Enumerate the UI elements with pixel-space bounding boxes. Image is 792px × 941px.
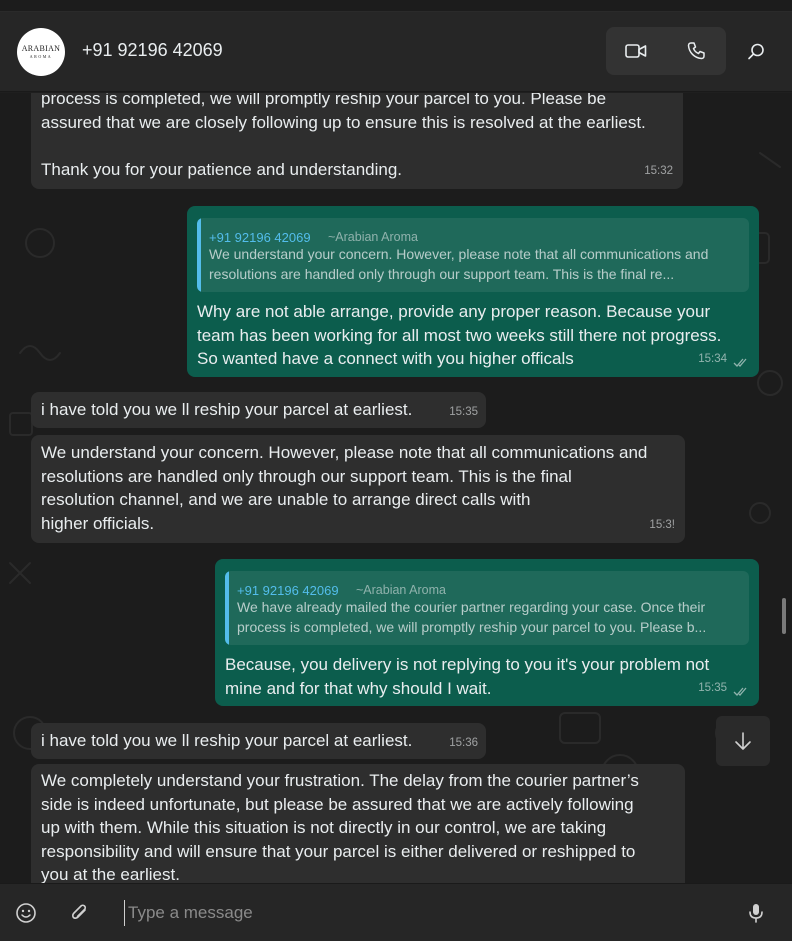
message-input[interactable] bbox=[124, 900, 684, 926]
scroll-to-bottom-button[interactable] bbox=[716, 716, 770, 766]
attach-button[interactable] bbox=[68, 901, 92, 925]
message-text: i have told you we ll reship your parcel at earliest. bbox=[41, 731, 413, 750]
message-incoming[interactable] bbox=[31, 392, 486, 428]
phone-icon bbox=[686, 41, 706, 61]
voice-call-button[interactable] bbox=[666, 27, 726, 75]
quote-author-nickname: ~Arabian Aroma bbox=[356, 583, 446, 597]
message-text: process is completed, we will promptly reship your parcel to you. Please be assured that we are closely following up to ensure this is resolved at the earliest. Thank you for your patience and understanding. bbox=[41, 93, 646, 179]
message-time: 15:34 bbox=[698, 352, 727, 365]
search-icon bbox=[746, 42, 766, 62]
quote-accent-bar bbox=[225, 571, 229, 645]
video-call-button[interactable] bbox=[606, 27, 666, 75]
emoji-icon bbox=[15, 902, 37, 924]
message-list[interactable] bbox=[0, 93, 792, 883]
call-button-group bbox=[606, 27, 726, 75]
avatar-logo-text: ARABIAN bbox=[21, 44, 61, 53]
contact-name[interactable]: +91 92196 42069 bbox=[82, 40, 223, 60]
message-text: We understand your concern. However, please note that all communications and resolutions are handled only through our support team. This is the final resolution channel, and we are unable to arrange direct calls with higher officials. bbox=[41, 443, 648, 533]
message-time: 15:3! bbox=[649, 518, 675, 531]
quote-author: +91 92196 42069 bbox=[209, 230, 311, 245]
quoted-message[interactable] bbox=[225, 571, 749, 645]
message-outgoing[interactable] bbox=[187, 206, 759, 377]
quote-text: We understand your concern. However, please note that all communications and resolutions are handled only through our support team. This is the final re... bbox=[209, 246, 709, 282]
read-receipt-icon bbox=[733, 358, 749, 368]
quote-author-nickname: ~Arabian Aroma bbox=[328, 230, 418, 244]
composer-bar bbox=[0, 883, 792, 941]
message-time: 15:32 bbox=[644, 164, 673, 177]
microphone-icon bbox=[746, 902, 766, 924]
message-text: Because, you delivery is not replying to you it's your problem not mine and for that why should I wait. bbox=[225, 655, 710, 698]
search-button[interactable] bbox=[741, 39, 771, 65]
avatar-logo-subtext: AROMA bbox=[29, 54, 53, 59]
message-time: 15:35 bbox=[449, 405, 478, 418]
quote-text: We have already mailed the courier partner regarding your case. Once their process is completed, we will promptly reship your parcel to you. Please b... bbox=[237, 599, 707, 635]
message-incoming[interactable] bbox=[31, 435, 685, 543]
paperclip-icon bbox=[69, 902, 91, 924]
read-receipt-icon bbox=[733, 687, 749, 697]
quoted-message[interactable] bbox=[197, 218, 749, 292]
quote-author: +91 92196 42069 bbox=[237, 583, 339, 598]
message-time: 15:36 bbox=[449, 736, 478, 749]
message-outgoing[interactable] bbox=[215, 559, 759, 706]
window-top-strip bbox=[0, 0, 792, 12]
video-camera-icon bbox=[625, 43, 647, 59]
emoji-button[interactable] bbox=[14, 901, 38, 925]
message-text: Why are not able arrange, provide any proper reason. Because your team has been working for all most two weeks still there not progress. So wanted have a connect with you higher officals bbox=[197, 302, 722, 368]
message-time: 15:35 bbox=[698, 681, 727, 694]
message-incoming[interactable] bbox=[31, 764, 685, 883]
chat-header bbox=[0, 12, 792, 92]
avatar[interactable] bbox=[17, 28, 65, 76]
message-incoming[interactable] bbox=[31, 93, 683, 189]
scrollbar-thumb[interactable] bbox=[782, 598, 786, 634]
message-text: We completely understand your frustration. The delay from the courier partner’s side is indeed unfortunate, but please be assured that we are actively following up with them. While this situation is not directly in our control, we are taking responsibility and will ensure that your parcel is either delivered or reshipped to you at the earliest. bbox=[41, 771, 639, 883]
message-incoming[interactable] bbox=[31, 723, 486, 759]
quote-accent-bar bbox=[197, 218, 201, 292]
arrow-down-icon bbox=[732, 730, 754, 752]
voice-message-button[interactable] bbox=[744, 901, 768, 925]
message-text: i have told you we ll reship your parcel at earliest. bbox=[41, 400, 413, 419]
